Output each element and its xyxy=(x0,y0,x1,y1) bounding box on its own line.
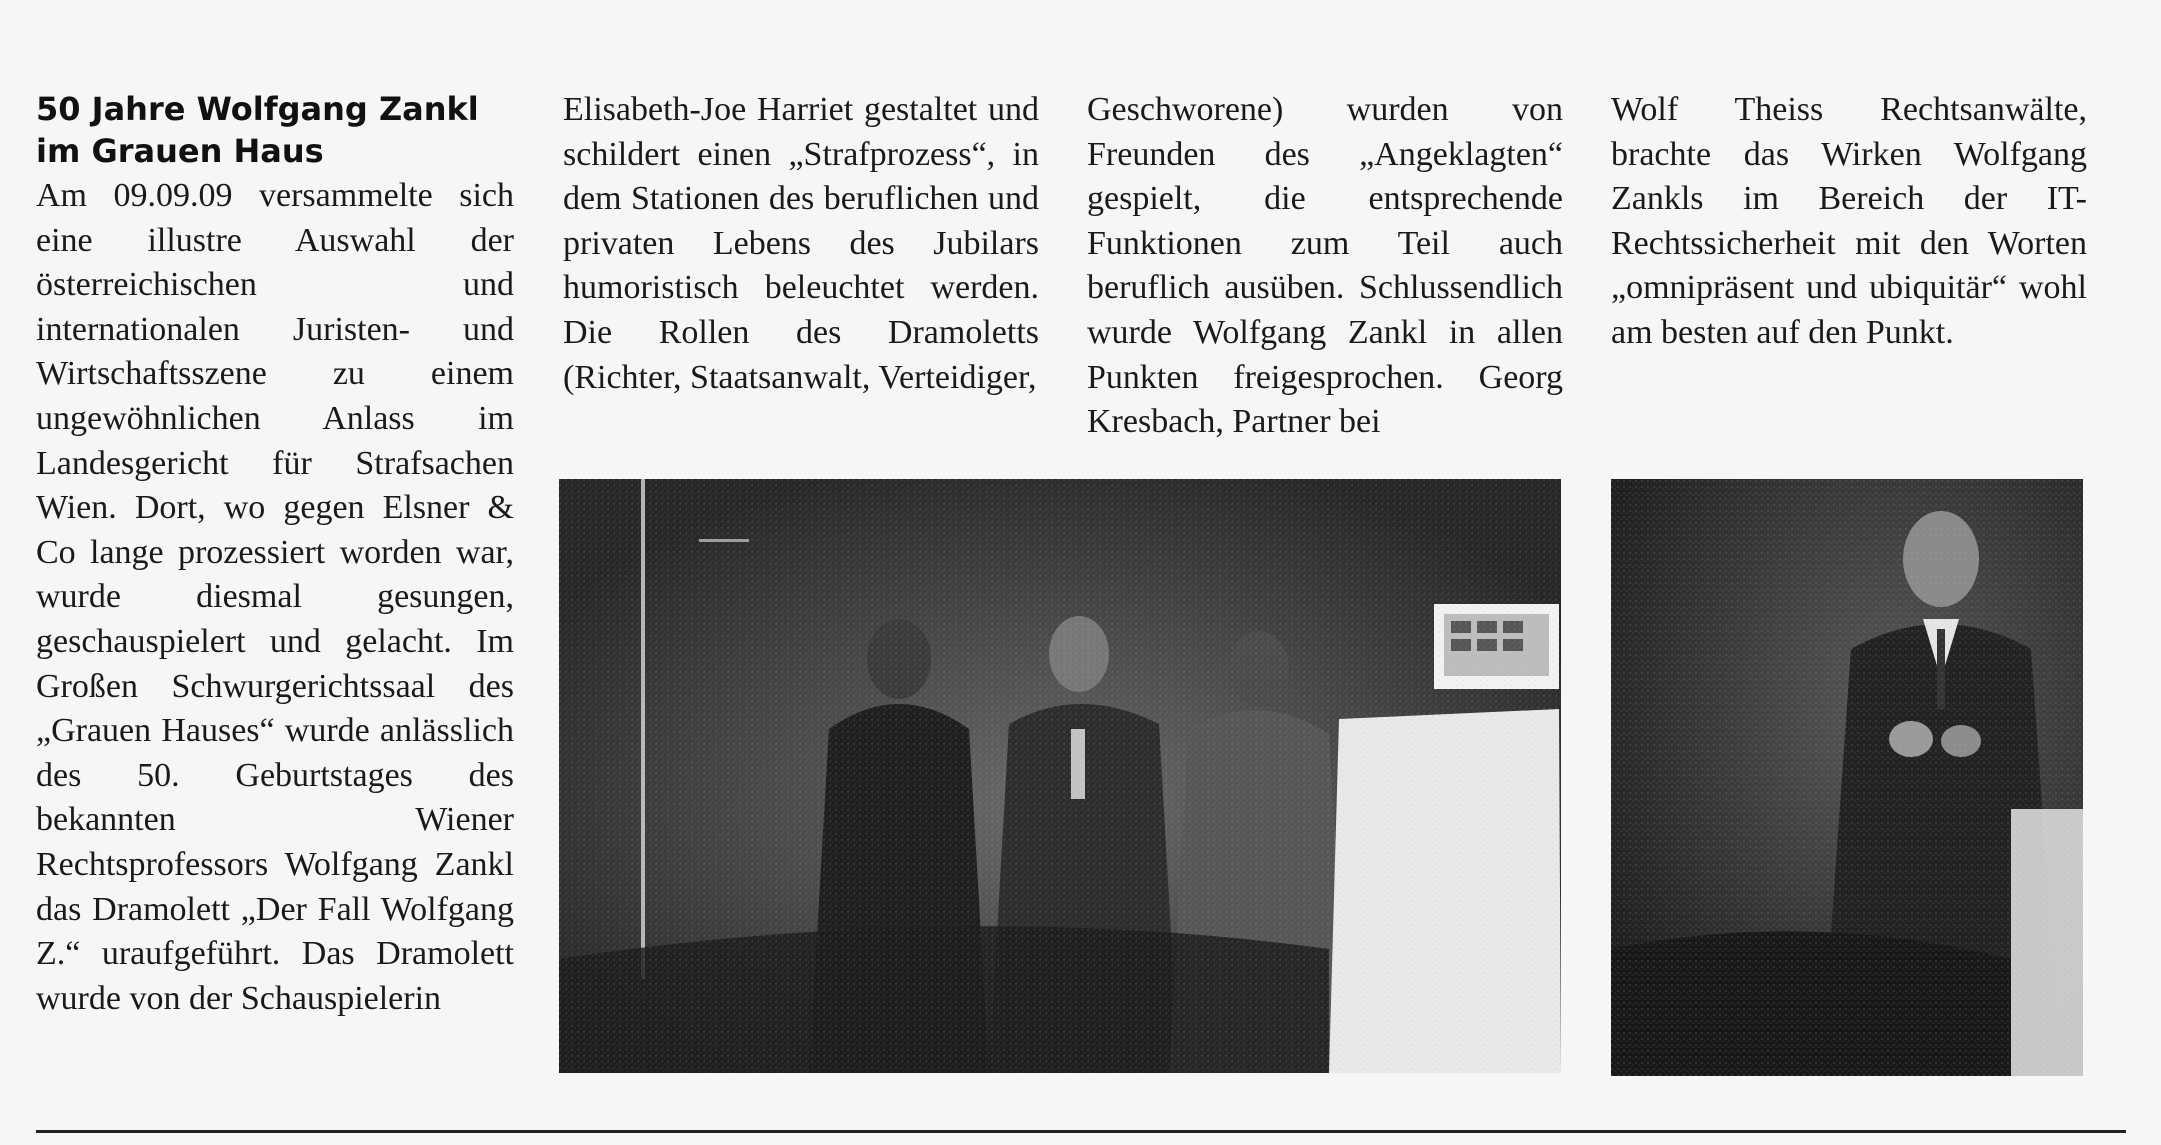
speaker-photo xyxy=(1611,479,2083,1076)
headline-line-2: im Grauen Haus xyxy=(36,132,324,170)
column-1-text: Am 09.09.09 versammelte sich eine illustre Auswahl der österreichischen und internationalen Juristen- und Wirtschaftsszene zu einem ungewöhnlichen Anlass im Landesgericht für Strafsachen Wien. Dort, wo gegen Elsner & Co lange prozessiert worden war, wurde diesmal gesungen, geschauspielert und gelacht. Im Großen Schwurgerichtssaal des „Grauen Hauses“ wurde anlässlich des 50. Geburtstages des bekannten Wiener Rechtsprofessors Wolfgang Zankl das Dramolett „Der Fall Wolfgang Z.“ uraufgeführt. Das Dramolett wurde von der Schauspielerin xyxy=(36,177,514,1017)
column-2-text: Elisabeth-Joe Harriet gestaltet und schildert einen „Strafprozess“, in dem Stationen des beruflichen und privaten Lebens des Jubilars humoristisch beleuchtet werden. Die Rollen des Dramoletts (Richter, Staatsanwalt, Verteidiger, xyxy=(563,91,1039,396)
headline-line-1: 50 Jahre Wolfgang Zankl xyxy=(36,90,479,128)
article-column-1 xyxy=(36,88,514,1021)
courtroom-photo-image xyxy=(559,479,1561,1073)
column-3-text: Geschworene) wurden von Freunden des „Angeklagten“ gespielt, die entsprechende Funktionen zum Teil auch beruflich ausüben. Schlussendlich wurde Wolfgang Zankl in allen Punkten freigesprochen. Georg Kresbach, Partner bei xyxy=(1087,91,1563,441)
article-column-4 xyxy=(1611,88,2087,356)
article-column-2 xyxy=(563,88,1039,400)
article-column-3 xyxy=(1087,88,1563,445)
column-4-text: Wolf Theiss Rechtsanwälte, brachte das Wirken Wolfgang Zankls im Bereich der IT-Rechtssicherheit mit den Worten „omnipräsent und ubiquitär“ wohl am besten auf den Punkt. xyxy=(1611,91,2087,351)
bottom-rule xyxy=(36,1130,2126,1133)
article-headline xyxy=(36,88,514,172)
speaker-photo-image xyxy=(1611,479,2083,1076)
courtroom-photo xyxy=(559,479,1561,1073)
